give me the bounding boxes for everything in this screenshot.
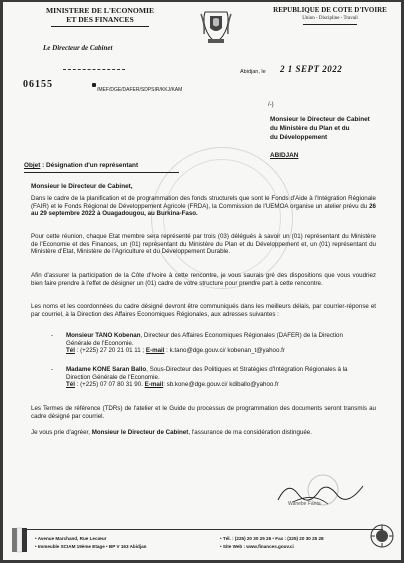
contact-1-name: Monsieur TANO Kobenan <box>66 332 141 339</box>
contact-1-tel-label: Tél <box>66 347 75 355</box>
department-title: Le Directeur de Cabinet <box>43 44 113 52</box>
contact-1-role: , Directeur des Affaires Economiques Régionales (DAFER) de la Direction Générale de l'Economie. <box>66 332 343 347</box>
addressee-line3: du Développement <box>270 134 328 141</box>
footer-rule <box>21 529 383 530</box>
contact-1-email-label: E-mail <box>145 347 165 355</box>
paragraph-1-dates: 26 au 29 septembre 2022 à Ouagadougou, au Burkina-Faso. <box>31 202 376 218</box>
ministry-line2: ET DES FINANCES <box>66 15 134 24</box>
addressee-block <box>270 115 395 142</box>
signatory-name: Wanebe Fanta <box>288 501 321 507</box>
national-emblem-icon <box>11 526 29 556</box>
footer-address-1: • Avenue Marchand, Rue Lecœur <box>35 536 107 541</box>
subject-rule <box>24 172 179 173</box>
addressee-line2: du Ministère du Plan et du <box>270 125 350 132</box>
contact-2-tel: : (+225) 07 07 80 31 90. <box>74 381 145 389</box>
signature-icon <box>268 472 378 512</box>
paragraph-4: Les noms et les coordonnées du cadre désigné devront être communiqués dans les meilleurs délais, par courrier-réponse et par courriel, à la Direction des Affaires Economiques Régionales, aux adresses suivantes : <box>31 303 376 318</box>
closing-text: Je vous prie d'agréer, <box>31 429 92 436</box>
seal-icon <box>370 524 394 548</box>
subject-line <box>24 161 290 170</box>
contact-2-bullet: - <box>51 366 54 373</box>
contact-2-tel-label: Tél <box>66 381 75 389</box>
reference-mark <box>92 83 96 87</box>
official-stamp-inner <box>163 159 281 277</box>
ministry-rule <box>51 26 149 27</box>
paragraph-2: Pour cette réunion, chaque Etat membre sera représenté par trois (03) délégués à savoir un (01) représentant du Ministère de l'Economie et des Finances, un (01) représentant du Ministère du Plan et du Développement et, un (01) représentant du Ministère d'Etat, Ministère de l'Agriculture et du Développement Durable. <box>31 233 376 256</box>
subject-label: Objet <box>24 162 41 169</box>
contact-2-email-label: E-mail <box>144 381 164 389</box>
date-stamp: 2 1 SEPT 2022 <box>280 64 343 74</box>
transmission-mark: /-) <box>268 102 274 108</box>
ministry-line1: MINISTERE DE L'ECONOMIE <box>45 6 155 15</box>
paragraph-3: Afin d'assurer la participation de la Côte d'Ivoire à cette rencontre, je vous saurais gré des dispositions que vous voudriez bien faire prendre à l'effet de désigner un (01) cadre de votre structure pour prendre part à cette rencontre. <box>31 272 376 287</box>
paragraph-1-text: Dans le cadre de la planification et de programmation des fonds structurels que sont le Fonds d'Aide à l'Intégration Régionale (FAIR) et le Fonds Régional de Développement Agricole (FRDA), la Commission de l'UEMOA organise un atelier prévu du <box>31 195 376 210</box>
contact-1-tel: : (+225) 27 20 21 01 11 ; <box>74 347 146 355</box>
republic-rule <box>303 24 357 25</box>
contact-1-bullet: - <box>51 332 54 339</box>
contact-1 <box>66 332 366 355</box>
closing-end: , l'assurance de ma considération distinguée. <box>188 429 312 436</box>
place-label: Abidjan, le <box>240 69 266 75</box>
national-motto: Union - Discipline - Travail <box>302 16 358 21</box>
reference-number: 06155 <box>23 79 53 90</box>
department-dash <box>63 69 125 70</box>
contact-2-role: , Sous-Directeur des Politiques et Stratégies d'Intégration Régionales à la Direction Générale de l'Economie. <box>66 366 348 381</box>
footer-phone: • Tél. : (225) 20 30 25 26 • Fax : (225) 20 30 25 28 <box>220 536 324 541</box>
coat-of-arms-icon <box>199 6 233 46</box>
footer-website[interactable]: • Site Web : www.finances.gouv.ci <box>220 544 294 549</box>
closing-title: Monsieur le Directeur de Cabinet <box>91 429 189 436</box>
contact-2 <box>66 366 366 389</box>
paragraph-1 <box>31 195 376 218</box>
contact-2-email[interactable]: : sb.kone@dge.gouv.ci/ kdiballo@yahoo.fr <box>163 381 279 389</box>
footer-address-2: • Immeuble SCIAM 19ème Etage • BP V 163 Abidjan <box>35 544 147 549</box>
paragraph-6 <box>31 429 376 437</box>
republic-heading: REPUBLIQUE DE COTE D'IVOIRE <box>273 6 387 14</box>
subject-text: : Désignation d'un représentant <box>40 162 139 169</box>
paragraph-5: Les Termes de référence (TDRs) de l'atelier et le Guide du processus de programmation des documents seront transmis au cadre désigné par courriel. <box>31 405 376 420</box>
salutation: Monsieur le Directeur de Cabinet, <box>31 183 133 190</box>
addressee-line1: Monsieur le Directeur de Cabinet <box>270 116 370 123</box>
letter-page <box>3 2 401 560</box>
ministry-heading <box>25 6 175 24</box>
reference-code: /MEF/DGE/DAFER/SDPSIR/KKJ/KAM <box>97 87 183 93</box>
contact-1-email[interactable]: : k.tano@dge.gouv.ci/ kobenan_t@yahoo.fr <box>164 347 285 355</box>
contact-2-name: Madame KONE Saran Ballo <box>66 366 147 373</box>
addressee-city: ABIDJAN <box>270 152 299 159</box>
